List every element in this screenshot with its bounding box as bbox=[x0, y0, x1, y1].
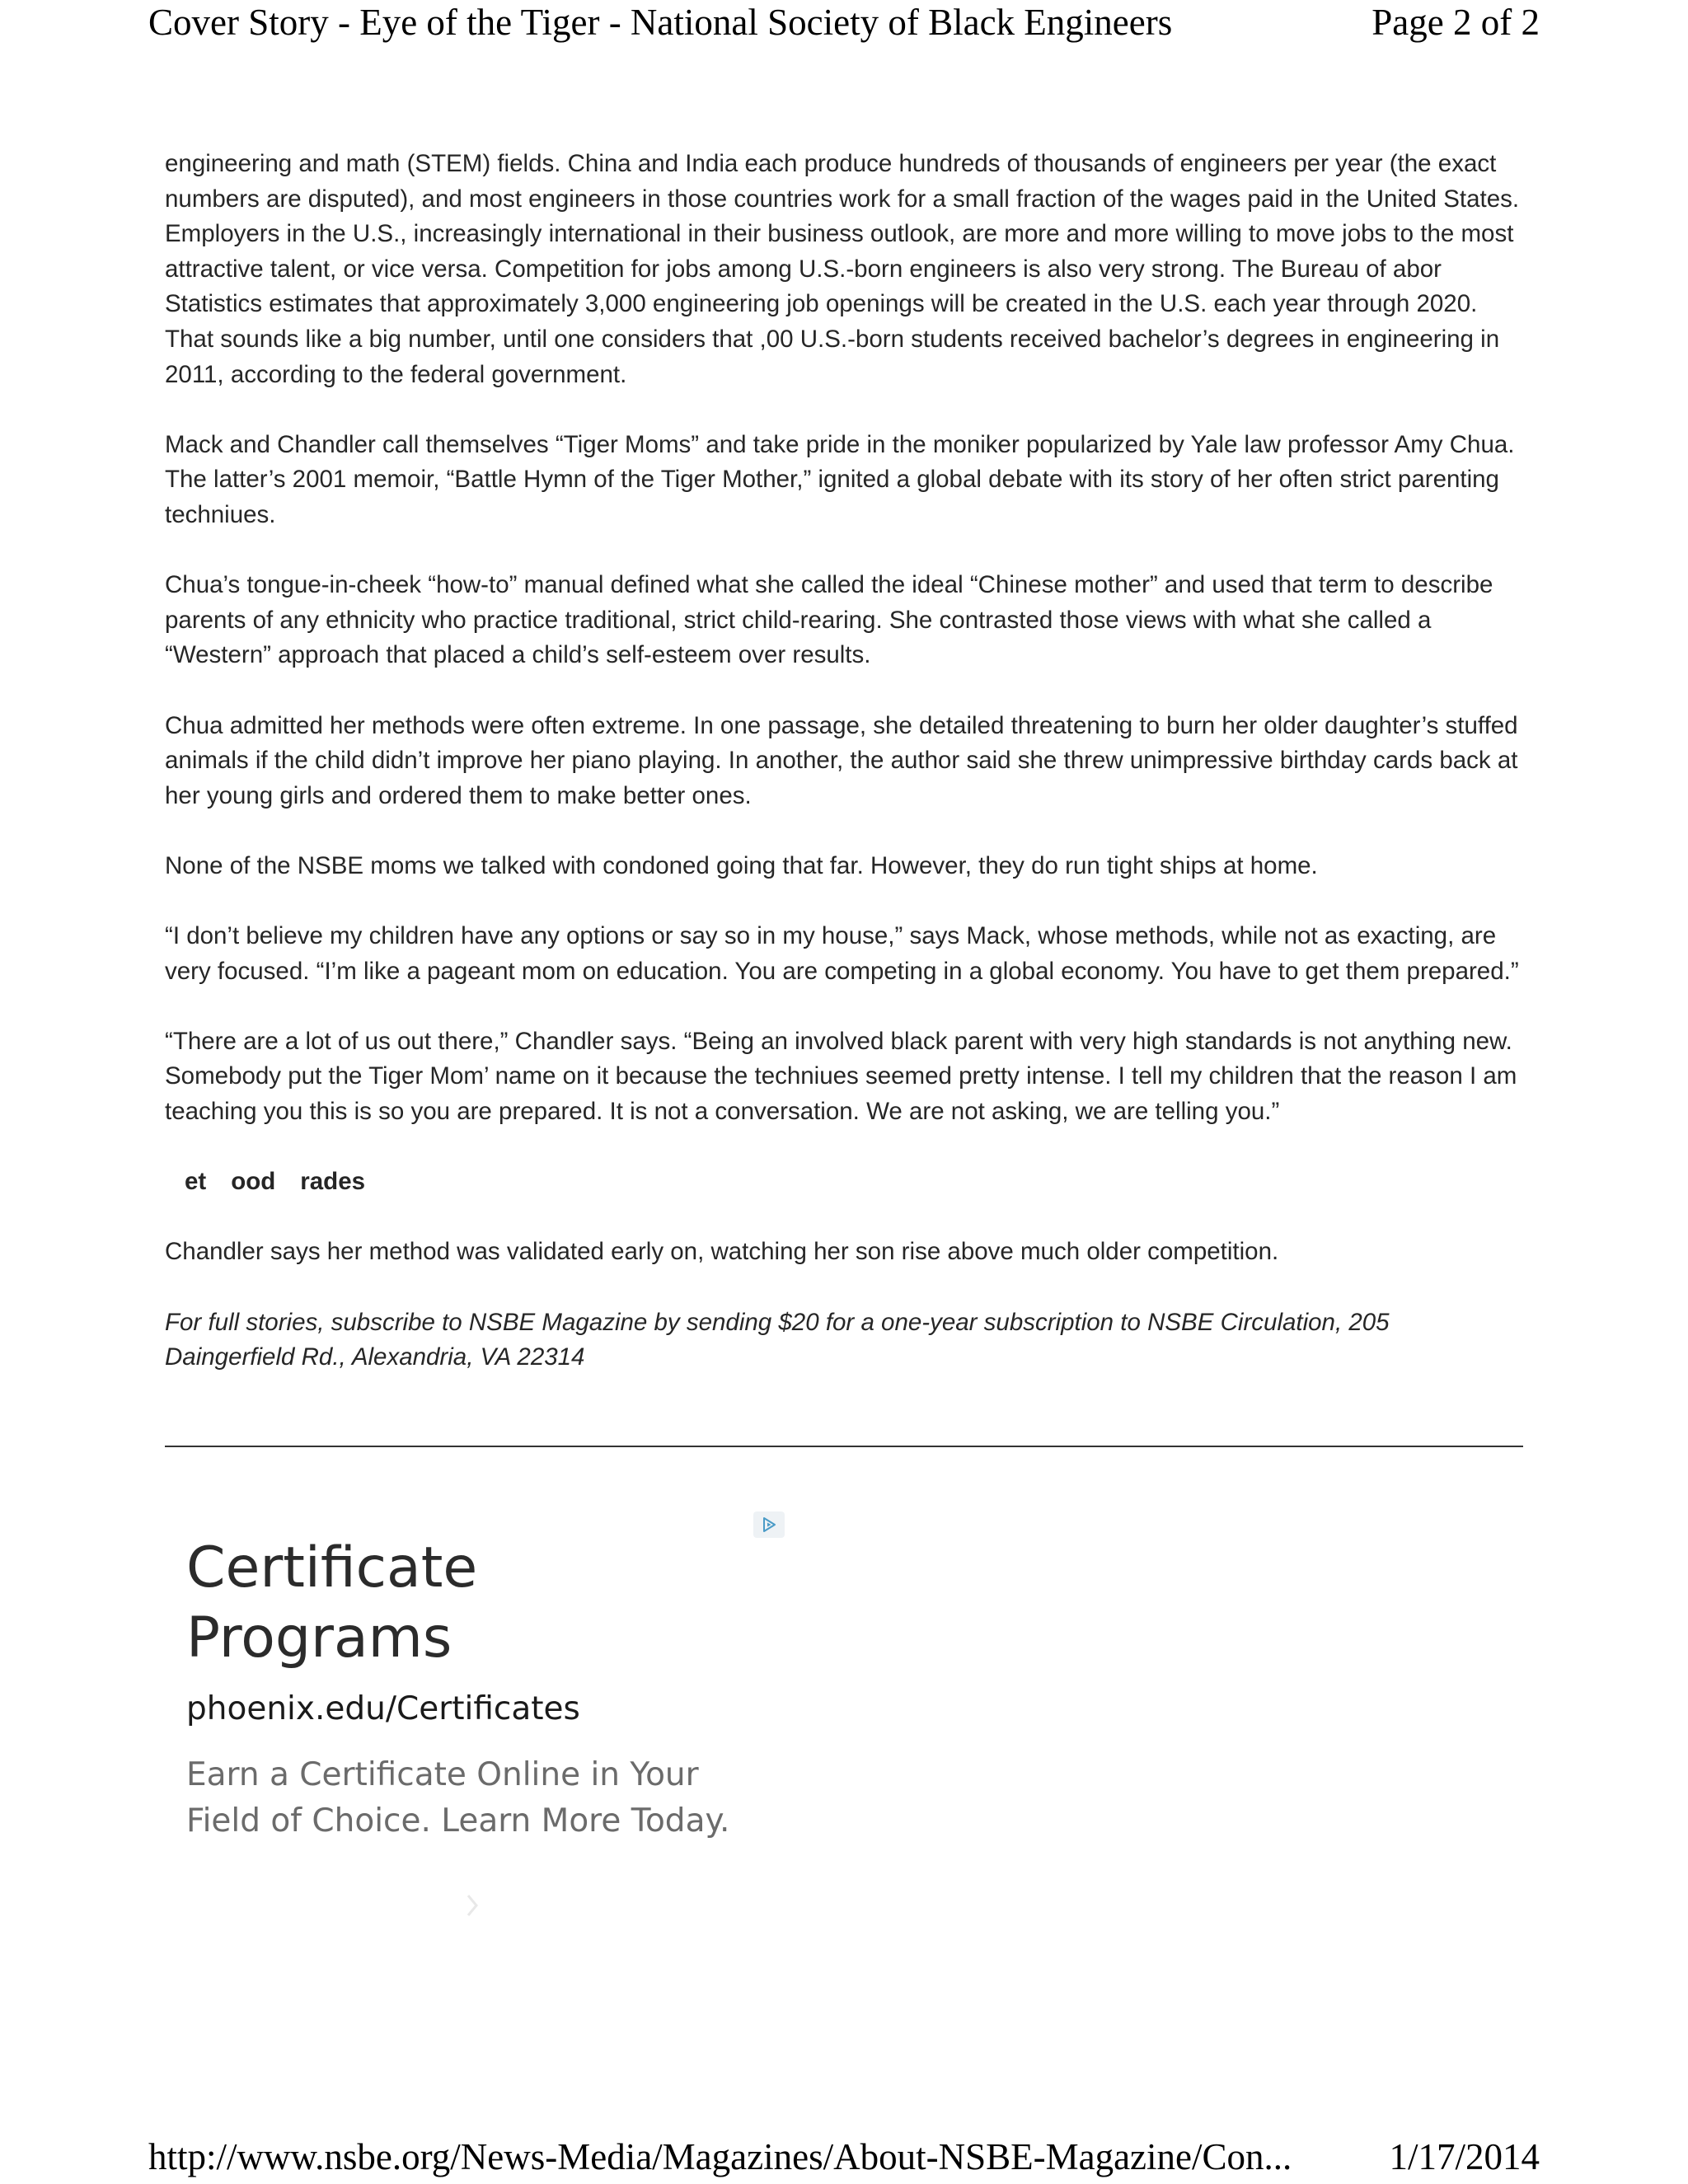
page-number: Page 2 of 2 bbox=[1372, 2, 1540, 43]
chevron-right-icon[interactable] bbox=[463, 1889, 481, 1925]
divider-rule bbox=[165, 1446, 1523, 1447]
ad-display-url[interactable]: phoenix.edu/Certificates bbox=[186, 1690, 580, 1727]
ad-description-line: Earn a Certificate Online in Your bbox=[186, 1756, 699, 1793]
article-body bbox=[165, 147, 1525, 1410]
subhead-word: rades bbox=[300, 1168, 366, 1196]
subscription-note: For full stories, subscribe to NSBE Magazine by sending $20 for a one-year subscription to NSBE Circulation, 205 Daingerfield Rd., Alexandria, VA 22314 bbox=[165, 1308, 1390, 1371]
advertisement[interactable] bbox=[165, 1500, 799, 1929]
ad-description bbox=[186, 1752, 796, 1844]
paragraph-mack-quote: “I don’t believe my children have any options or say so in my house,” says Mack, whose methods, while not as exacting, are very focused. “I’m like a pageant mom on education. You are competing in a global economy. You have to get them prepared.” bbox=[165, 922, 1519, 985]
document-title: Cover Story - Eye of the Tiger - National Society of Black Engineers bbox=[148, 2, 1173, 43]
print-header bbox=[0, 0, 1688, 49]
paragraph-stem-fields: engineering and math (STEM) fields. China and India each produce hundreds of thousands of engineers per year (the exact numbers are disputed), and most engineers in those countries work for a small fraction of the wages paid in the United States. Employers in the U.S., increasingly international in their business outlook, are more and more willing to move jobs to the most attractive talent, or vice versa. Competition for jobs among U.S.-born engineers is also very strong. The Bureau of abor Statistics estimates that approximately 3,000 engineering job openings will be created in the U.S. each year through 2020. That sounds like a big number, until one considers that ,00 U.S.-born students received bachelor’s degrees in engineering in 2011, according to the federal government. bbox=[165, 150, 1520, 388]
ad-headline-line: Certificate bbox=[186, 1535, 478, 1601]
page-url: http://www.nsbe.org/News-Media/Magazines/About-NSBE-Magazine/Con... bbox=[148, 2136, 1292, 2177]
paragraph-chua-extreme: Chua admitted her methods were often extreme. In one passage, she detailed threatening to burn her older daughter’s stuffed animals if the child didn’t improve her piano playing. In another, the author said she threw unimpressive birthday cards back at her young girls and ordered them to make better ones. bbox=[165, 711, 1518, 809]
paragraph-chandler-quote: “There are a lot of us out there,” Chandler says. “Being an involved black parent with very high standards is not anything new. Somebody put the Tiger Mom’ name on it because the techniues seemed pretty intense. I tell my children that the reason I am teaching you this is so you are prepared. It is not a conversation. We are not asking, we are telling you.” bbox=[165, 1027, 1517, 1126]
ad-description-line: Field of Choice. Learn More Today. bbox=[186, 1802, 730, 1840]
adchoices-icon[interactable] bbox=[753, 1511, 785, 1538]
ad-headline-line: Programs bbox=[186, 1605, 452, 1671]
paragraph-chandler-method: Chandler says her method was validated early on, watching her son rise above much older competition. bbox=[165, 1238, 1279, 1266]
paragraph-nsbe-moms: None of the NSBE moms we talked with condoned going that far. However, they do run tight ships at home. bbox=[165, 851, 1318, 879]
print-date: 1/17/2014 bbox=[1389, 2136, 1540, 2177]
paragraph-tiger-moms: Mack and Chandler call themselves “Tiger Moms” and take pride in the moniker popularized by Yale law professor Amy Chua. The latter’s 2001 memoir, “Battle Hymn of the Tiger Mother,” ignited a global debate with its story of her often strict parenting techniues. bbox=[165, 430, 1515, 528]
subhead-word: ood bbox=[231, 1168, 276, 1196]
section-subhead bbox=[165, 1165, 1525, 1200]
subhead-word: et bbox=[185, 1168, 207, 1196]
ad-headline[interactable] bbox=[186, 1533, 722, 1673]
paragraph-chua-manual: Chua’s tongue-in-cheek “how-to” manual defined what she called the ideal “Chinese mother” and used that term to describe parents of any ethnicity who practice traditional, strict child-rearing. She contrasted those views with what she called a “Western” approach that placed a child’s self-esteem over results. bbox=[165, 571, 1493, 669]
print-footer bbox=[0, 2135, 1688, 2184]
